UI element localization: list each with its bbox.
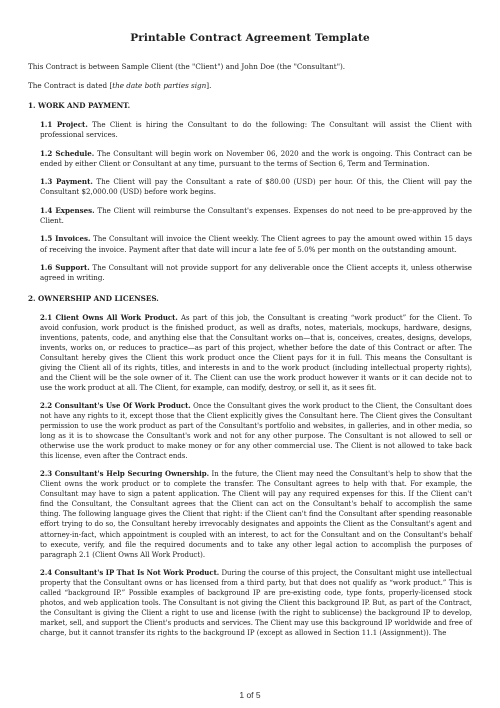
clause-1-4-expenses xyxy=(40,206,472,227)
clause-text: During the course of this project, the Consultant might use intellectual property that the Consultant owns or has licensed from a third party, but that does not qualify as “work product.” This is called “background IP.” Possible examples of background IP are pre-existing code, type fonts, properly-licensed stock photos, and web application tools. The Consultant is not giving the Client this background IP. But, as part of the Contract, the Consultant is giving the Client a right to use and license (with the right to sublicense) the background IP to develop, market, sell, and support the Client's products and services. The Client may use this background IP worldwide and free of charge, but it cannot transfer its rights to the background IP (except as allowed in Section 11.1 (Assignment)). The xyxy=(40,568,472,637)
clause-text: As part of this job, the Consultant is creating “work product” for the Client. To avoid confusion, work product is the finished product, as well as drafts, notes, materials, mockups, hardware, designs, inventions, patents, code, and anything else that the Consultant works on—that is, conceives, creates, designs, develops, invents, works on, or reduces to practice—as part of this project, whether before the date of this Contract or after. The Consultant hereby gives the Client this work product once the Client pays for it in full. This means the Consultant is giving the Client all of its rights, titles, and interests in and to the work product (including intellectual property rights), and the Client will be the sole owner of it. The Client can use the work product however it wants or it can decide not to use the work product at all. The Client, for example, can modify, destroy, or sell it, as it sees fit. xyxy=(40,313,472,392)
clause-title: 2.3 Consultant's Help Securing Ownership. xyxy=(40,469,210,479)
document-title: Printable Contract Agreement Template xyxy=(130,32,370,44)
clause-text: The Client will pay the Consultant a rate of $80.00 (USD) per hour. Of this, the Client will pay the Consultant $2,000.00 (USD) before work begins. xyxy=(40,177,472,197)
page-indicator: 1 of 5 xyxy=(239,690,261,700)
intro-dated xyxy=(28,81,472,91)
clause-text: The Client will reimburse the Consultant's expenses. Expenses do not need to be pre-approved by the Client. xyxy=(40,205,472,226)
clause-title: 1.3 Payment. xyxy=(40,177,93,187)
clause-1-5-invoices xyxy=(40,234,472,255)
intro-dated-placeholder: the date both parties sign xyxy=(112,81,207,90)
clause-2-1-client-owns-work-product xyxy=(40,313,472,393)
clause-title: 1.6 Support. xyxy=(40,262,90,272)
clause-text: Once the Consultant gives the work product to the Client, the Consultant does not have any rights to it, except those that the Client explicitly gives the Consultant here. The Client gives the Consultant permission to use the work product as part of the Consultant's portfolio and websites, in galleries, and in other media, so long as it is to showcase the Consultant's work and not for any other purpose. The Consultant is not allowed to sell or otherwise use the work product to make money or for any other commercial use. The Client is not allowed to take back this license, even after the Contract ends. xyxy=(40,401,472,461)
intro-parties: This Contract is between Sample Client (the "Client") and John Doe (the "Consultant"). xyxy=(28,62,346,71)
clause-text: The Consultant will begin work on November 06, 2020 and the work is ongoing. This Contract can be ended by either Client or Consultant at any time, pursuant to the terms of Section 6, Term and Termination. xyxy=(40,148,472,168)
clause-title: 2.2 Consultant's Use Of Work Product. xyxy=(40,400,191,410)
clause-title: 1.5 Invoices. xyxy=(40,234,91,244)
clause-1-6-support xyxy=(40,263,472,284)
clause-text: The Consultant will invoice the Client weekly. The Client agrees to pay the amount owed within 15 days of receiving the invoice. Payment after that date will incur a late fee of 5.0% per month on the outstanding amount. xyxy=(40,234,472,254)
clause-title: 1.1 Project. xyxy=(40,120,88,129)
intro-dated-prefix: The Contract is dated [ xyxy=(28,81,113,90)
section-heading-work-and-payment: 1. WORK AND PAYMENT. xyxy=(28,101,131,110)
clause-title: 2.1 Client Owns All Work Product. xyxy=(40,312,178,322)
clause-2-2-consultant-use-of-work-product xyxy=(40,401,472,461)
clause-text: The Consultant will not provide support for any deliverable once the Client accepts it, unless otherwise agreed in writing. xyxy=(40,262,472,283)
intro-dated-suffix: ]. xyxy=(206,81,212,90)
clause-1-2-schedule xyxy=(40,149,472,170)
clause-title: 2.4 Consultant's IP That Is Not Work Product. xyxy=(40,567,220,577)
clause-text: In the future, the Client may need the Consultant's help to show that the Client owns the work product or to complete the transfer. The Consultant agrees to help with that. For example, the Consultant may have to sign a patent application. The Client will pay any required expenses for this. If the Client can't find the Consultant, the Consultant agrees that the Client can act on the Consultant's behalf to accomplish the same thing. The following language gives the Client that right: if the Client can't find the Consultant after spending reasonable effort trying to do so, the Consultant hereby irrevocably designates and appoints the Client as the Consultant's agent and attorney-in-fact, which appointment is coupled with an interest, to act for the Consultant and on the Consultant's behalf to execute, verify, and file the required documents and to take any other legal action to accomplish the purposes of paragraph 2.1 (Client Owns All Work Product). xyxy=(40,470,472,559)
clause-2-4-consultant-ip-not-work-product xyxy=(40,568,472,638)
clause-1-1-project xyxy=(40,120,472,141)
section-heading-ownership-and-licenses: 2. OWNERSHIP AND LICENSES. xyxy=(28,293,159,303)
clause-title: 1.2 Schedule. xyxy=(40,148,95,158)
clause-1-3-payment xyxy=(40,177,472,198)
clause-2-3-consultant-help-securing-ownership xyxy=(40,469,472,559)
clause-title: 1.4 Expenses. xyxy=(40,205,95,215)
clause-text: The Client is hiring the Consultant to do the following: The Consultant will assist the Client with professional services. xyxy=(40,120,472,140)
